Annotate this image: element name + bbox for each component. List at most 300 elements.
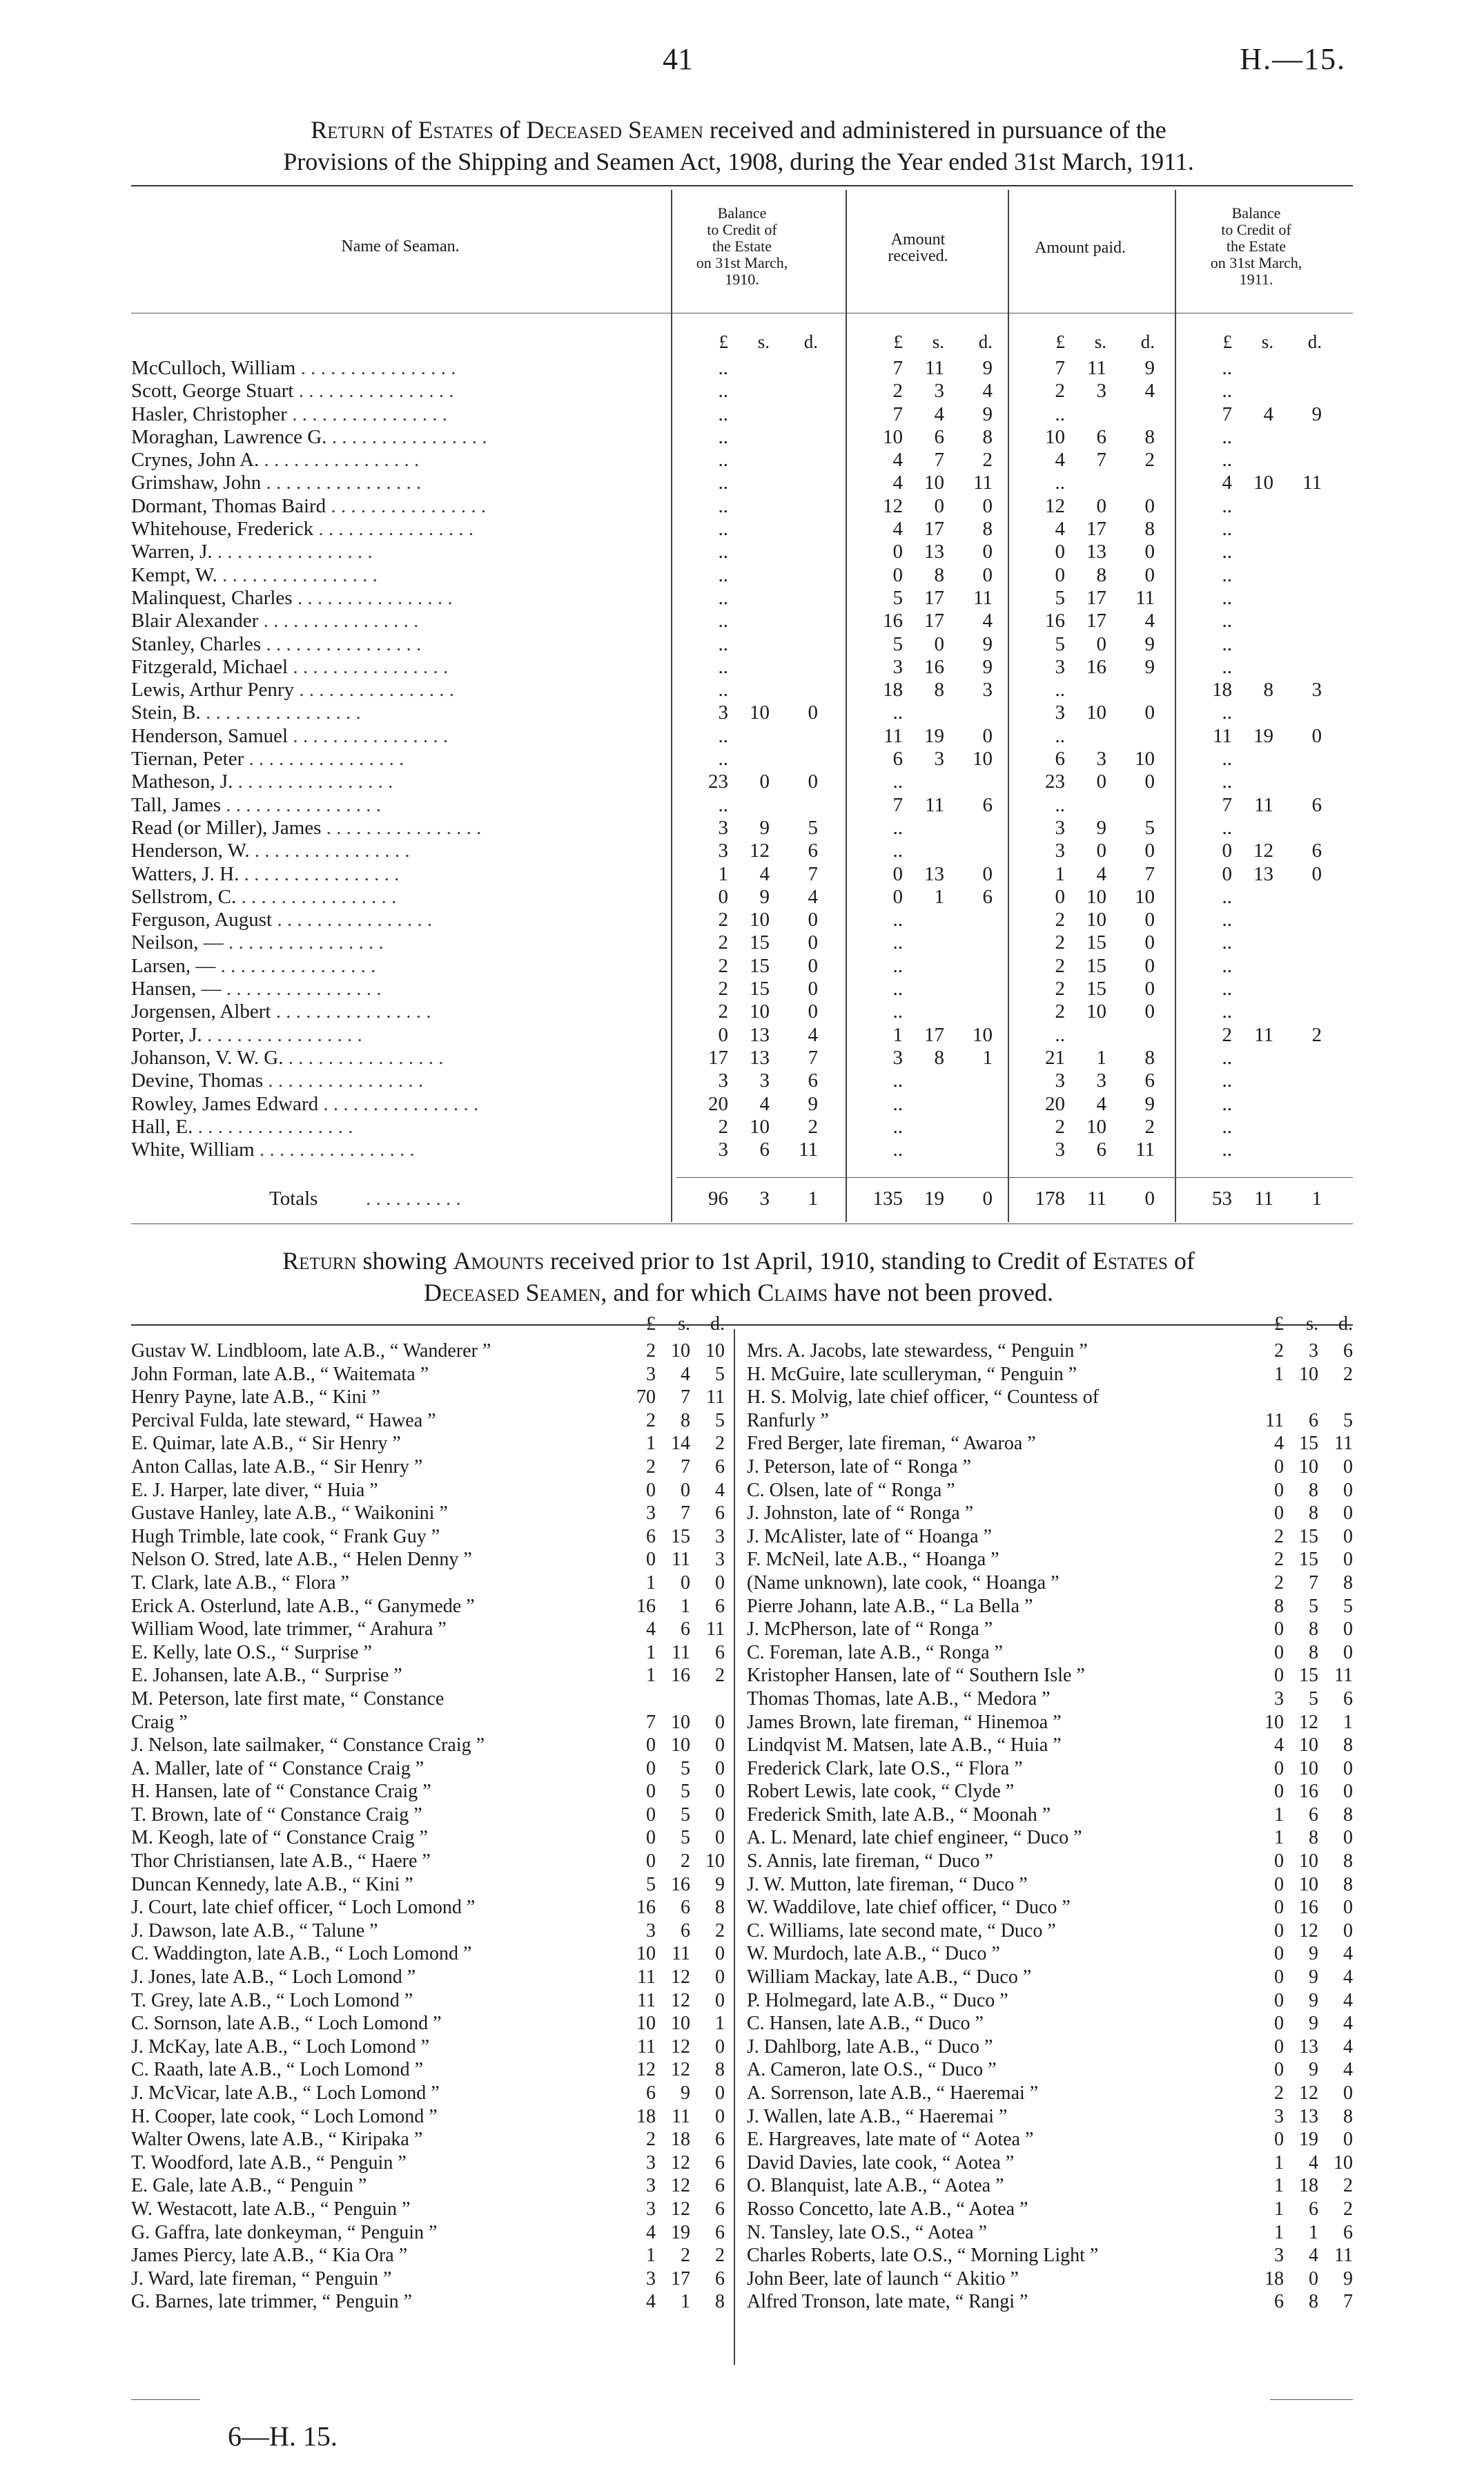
claim-amount-part: 11 xyxy=(637,1966,656,1988)
amount-paid-part: 17 xyxy=(1086,610,1106,632)
claim-amount xyxy=(614,1826,725,1849)
claim-amount-part: 1 xyxy=(1309,2221,1318,2243)
amount-b1911-part: .. xyxy=(1222,701,1232,724)
amount-paid-part: 10 xyxy=(1135,885,1155,908)
claim-amount-part: 10 xyxy=(1299,1873,1318,1895)
amount-paid-part: 23 xyxy=(1045,771,1065,793)
title2-word-deceased: Deceased Seamen xyxy=(423,1279,601,1306)
amount-b1911-part xyxy=(1273,771,1322,793)
amount-rec-part xyxy=(944,840,993,862)
amount-b1910 xyxy=(680,1139,818,1161)
title1-line2: Provisions of the Shipping and Seamen Act, 1908, during the Year ended 31st March, 1911. xyxy=(283,148,1194,175)
amount-b1910-part xyxy=(770,610,818,632)
leader-dots: . . . . . . . . . . . . . . . . xyxy=(244,748,404,771)
leader-dots: . . . . . . . . . . . . . . . . xyxy=(258,610,419,632)
amount-b1910-part: 11 xyxy=(799,1139,818,1161)
claim-amount-part: 3 xyxy=(646,1502,656,1525)
seaman-name xyxy=(131,449,656,472)
header-b1910-line: the Estate xyxy=(712,238,772,255)
claim-amount xyxy=(1242,1873,1353,1896)
list-item xyxy=(131,1386,725,1409)
title2-line1-middle: received prior to 1st April, 1910, standing to Credit of xyxy=(550,1247,1086,1275)
amount-paid xyxy=(1017,357,1155,380)
amount-paid xyxy=(1017,610,1155,632)
amount-rec-part: 3 xyxy=(982,679,993,701)
claim-amount-part: 10 xyxy=(671,1734,690,1757)
table-row xyxy=(131,1070,1353,1092)
leader-dots: . . . . . . . . . . . . . . . . xyxy=(313,518,474,541)
amount-rec xyxy=(855,748,993,771)
claimant-name: J. Peterson, late of “ Ronga ” xyxy=(747,1455,972,1478)
amount-paid-part xyxy=(1106,679,1155,701)
list-item xyxy=(747,1363,1353,1386)
amount-rec-part: 3 xyxy=(892,655,903,678)
amount-b1911-part xyxy=(1273,955,1322,978)
amount-paid xyxy=(1017,633,1155,656)
list-item xyxy=(747,1618,1353,1641)
claim-amount-part: 9 xyxy=(1309,1989,1318,2011)
amount-b1911-part xyxy=(1232,633,1273,656)
list-item xyxy=(131,2174,725,2198)
seaman-name xyxy=(131,1070,656,1092)
claimant-name: (Name unknown), late cook, “ Hoanga ” xyxy=(747,1571,1060,1594)
claim-amount xyxy=(1242,1757,1353,1780)
claim-amount xyxy=(614,2221,725,2244)
amount-b1911 xyxy=(1184,794,1322,817)
claim-amount-part: 6 xyxy=(1309,1803,1318,1826)
claim-amount-part: 0 xyxy=(1343,1455,1353,1478)
amount-rec-part: 4 xyxy=(892,518,903,541)
claim-amount xyxy=(614,1595,725,1618)
claim-amount xyxy=(1242,1409,1353,1432)
amount-b1911-part xyxy=(1232,1047,1273,1070)
amount-b1910-part xyxy=(770,679,818,701)
list-item xyxy=(747,1687,1353,1711)
claim-amount-part: 0 xyxy=(646,1803,656,1826)
claim-amount-part: 5 xyxy=(1343,1409,1353,1431)
amount-rec-part: 3 xyxy=(934,380,944,403)
claim-amount-part: 1 xyxy=(715,2013,725,2035)
amount-b1910 xyxy=(680,1024,818,1047)
claimant-name: W. Westacott, late A.B., “ Penguin ” xyxy=(131,2198,411,2220)
claim-amount xyxy=(1242,2174,1353,2197)
claim-amount-part: 6 xyxy=(646,2082,656,2104)
amount-rec-part: .. xyxy=(892,1115,903,1138)
currency-units-header-part: £ xyxy=(1055,331,1065,352)
claimant-name: William Mackay, late A.B., “ Duco ” xyxy=(747,1966,1032,1988)
amount-b1910-part: 0 xyxy=(808,701,818,724)
claim-amount-part: 0 xyxy=(715,2105,725,2127)
amount-b1910 xyxy=(680,701,818,724)
claim-amount-part: 4 xyxy=(646,2221,656,2243)
amount-b1911 xyxy=(1184,541,1322,563)
claim-amount-part: 0 xyxy=(1343,1479,1353,1501)
list-item xyxy=(747,2105,1353,2129)
seaman-name xyxy=(131,357,656,380)
claim-amount-part: 12 xyxy=(671,2035,690,2058)
claim-amount-part: 3 xyxy=(646,1363,656,1385)
amount-paid-part xyxy=(1065,472,1106,494)
amount-rec-part: 11 xyxy=(973,472,993,494)
table-row xyxy=(131,1000,1353,1023)
amount-b1911-part: 9 xyxy=(1311,403,1322,425)
currency-units-header-part: d. xyxy=(803,331,818,352)
claim-amount-part: 8 xyxy=(1309,1479,1318,1501)
amount-paid-part: 3 xyxy=(1096,380,1106,403)
currency-units-header xyxy=(1184,331,1322,353)
seaman-name xyxy=(131,1047,656,1070)
table-row xyxy=(131,748,1353,771)
amount-b1911-part xyxy=(1232,495,1273,518)
amount-rec-part: 6 xyxy=(982,885,993,908)
claim-amount-part: 9 xyxy=(1343,2267,1353,2290)
amount-b1911 xyxy=(1184,564,1322,587)
claim-amount-part: 2 xyxy=(1343,2198,1353,2220)
amount-paid-part: 10 xyxy=(1086,1000,1106,1023)
claim-amount-part: 12 xyxy=(1299,1919,1318,1942)
amount-b1910 xyxy=(680,518,818,541)
amount-rec-part: 0 xyxy=(982,541,993,563)
amount-b1910-part xyxy=(728,794,770,817)
seaman-name xyxy=(131,978,656,1000)
seaman-name-text: Read (or Miller), James xyxy=(131,816,322,839)
claim-amount-part: 8 xyxy=(1343,2105,1353,2127)
claimant-name: J. Court, late chief officer, “ Loch Lomond ” xyxy=(131,1897,476,1919)
claimant-name: W. Murdoch, late A.B., “ Duco ” xyxy=(747,1943,1000,1965)
totals-label: Totals xyxy=(269,1188,318,1210)
claimant-name: C. Foreman, late A.B., “ Ronga ” xyxy=(747,1641,1003,1663)
claim-amount-part: 2 xyxy=(1343,2175,1353,2197)
claim-amount xyxy=(614,2058,725,2081)
amount-paid xyxy=(1017,931,1155,954)
claim-amount-part: 16 xyxy=(636,1897,656,1919)
amount-paid-part: 9 xyxy=(1096,816,1106,839)
seaman-name-text: Rowley, James Edward xyxy=(131,1092,319,1115)
amount-rec-part: 6 xyxy=(934,425,944,448)
seaman-name xyxy=(131,426,656,449)
claim-amount-part: 5 xyxy=(1309,1595,1318,1617)
amount-b1910-part: 3 xyxy=(718,1139,728,1161)
claim-amount-part: 2 xyxy=(646,2129,656,2151)
claim-amount-part: 12 xyxy=(671,2151,690,2174)
amount-rec-part: 16 xyxy=(924,655,944,678)
amount-rec-part: 3 xyxy=(892,1046,903,1069)
table-row xyxy=(131,587,1353,610)
amount-paid-part: 2 xyxy=(1055,931,1065,954)
amount-paid xyxy=(1017,587,1155,610)
currency-units-header xyxy=(855,331,993,353)
claim-amount-part: 5 xyxy=(715,1409,725,1431)
amount-b1910-part: 10 xyxy=(750,1115,770,1138)
claimant-name: T. Woodford, late A.B., “ Penguin ” xyxy=(131,2151,407,2174)
claim-amount-part: 6 xyxy=(646,1525,656,1547)
claim-amount xyxy=(1242,1479,1353,1502)
amount-b1910-part xyxy=(770,403,818,426)
claim-amount-part: 11 xyxy=(1334,1665,1353,1687)
amount-b1911-part: 11 xyxy=(1213,724,1232,747)
claim-amount-part: 0 xyxy=(1274,1989,1284,2011)
claim-amount-part: 0 xyxy=(1274,1665,1284,1687)
amount-b1910-part: 10 xyxy=(750,1000,770,1023)
amount-b1910-part: 6 xyxy=(808,1070,818,1092)
claim-amount xyxy=(614,2198,725,2220)
amount-b1911 xyxy=(1184,771,1322,793)
claimant-name: E. Hargreaves, late mate of “ Aotea ” xyxy=(747,2129,1034,2151)
seaman-name xyxy=(131,495,656,518)
claim-amount xyxy=(1242,2244,1353,2267)
amount-paid-part: 0 xyxy=(1096,840,1106,862)
claim-amount-part: 11 xyxy=(672,2105,690,2127)
title2-word-showing: showing xyxy=(362,1247,447,1275)
amount-b1910-part xyxy=(770,357,818,380)
seaman-name xyxy=(131,403,656,426)
amount-b1910-part: 2 xyxy=(718,1115,728,1138)
claim-amount-part: 0 xyxy=(646,1734,656,1757)
claim-amount xyxy=(1242,1780,1353,1803)
currency-units-header-part: £ xyxy=(719,331,728,352)
amount-paid-part: 0 xyxy=(1144,909,1155,931)
claim-amount-part: 1 xyxy=(1274,2221,1284,2243)
claim-amount-part: 0 xyxy=(715,1781,725,1803)
amount-rec-part: 6 xyxy=(892,748,903,771)
list-item xyxy=(747,1595,1353,1618)
claim-amount xyxy=(614,1989,725,2012)
claimant-name: M. Peterson, late first mate, “ Constance xyxy=(131,1687,445,1710)
seaman-name-text: Whitehouse, Frederick xyxy=(131,518,314,541)
amount-rec xyxy=(855,955,993,978)
amount-paid-part xyxy=(1106,403,1155,426)
amount-paid xyxy=(1017,886,1155,909)
amount-rec-part: 7 xyxy=(934,449,944,472)
amount-rec xyxy=(855,449,993,472)
claimant-name: James Brown, late fireman, “ Hinemoa ” xyxy=(747,1711,1062,1733)
seaman-name-text: Sellstrom, C. xyxy=(131,885,237,908)
amount-paid-part xyxy=(1065,1024,1106,1047)
leader-dots: . . . . . . . . . . . . . . . . xyxy=(215,954,376,977)
amount-b1910 xyxy=(680,840,818,862)
amount-b1911-part: .. xyxy=(1222,909,1232,931)
claim-amount-part: 11 xyxy=(672,1549,690,1571)
claim-amount-part: 10 xyxy=(636,2013,656,2035)
amount-paid-part: 15 xyxy=(1086,954,1106,977)
amount-rec xyxy=(855,931,993,954)
list-item xyxy=(747,1780,1353,1803)
amount-b1910 xyxy=(680,472,818,494)
amount-b1910-part: 17 xyxy=(708,1046,728,1069)
amount-b1910-part: 3 xyxy=(718,816,728,839)
seaman-name-text: Hall, E. xyxy=(131,1115,193,1138)
amount-b1911-part xyxy=(1232,1070,1273,1092)
claim-amount-part: 0 xyxy=(715,1711,725,1733)
amount-rec-part: 16 xyxy=(883,610,903,632)
amount-paid-part: 0 xyxy=(1055,885,1065,908)
amount-paid xyxy=(1017,1116,1155,1139)
claim-amount-part: 2 xyxy=(646,1409,656,1431)
header-b1910-line: to Credit of xyxy=(707,221,777,238)
claim-amount-part: 4 xyxy=(1309,2151,1318,2174)
amount-rec-part: .. xyxy=(892,931,903,954)
amount-b1911-part xyxy=(1232,748,1273,771)
claim-amount-part: 6 xyxy=(1309,1409,1318,1431)
amount-b1911-part: 3 xyxy=(1311,679,1322,701)
claim-amount-part: 16 xyxy=(671,1665,690,1687)
amount-rec-part: 9 xyxy=(982,655,993,678)
amount-b1911-part xyxy=(1273,1070,1322,1092)
claim-amount xyxy=(614,2244,725,2267)
claim-amount-part: 16 xyxy=(1299,1897,1318,1919)
amount-rec xyxy=(855,1000,993,1023)
amount-paid xyxy=(1017,771,1155,793)
claim-amount-part: 10 xyxy=(1299,1363,1318,1385)
amount-paid-part: .. xyxy=(1055,793,1065,816)
claimant-name: J. McAlister, late of “ Hoanga ” xyxy=(747,1525,992,1547)
claim-amount-part: 15 xyxy=(1299,1665,1318,1687)
header-b1910-line: 1910. xyxy=(725,271,759,288)
seaman-name xyxy=(131,909,656,931)
amount-b1911-part: 12 xyxy=(1253,840,1273,862)
list-item xyxy=(131,1734,725,1757)
claimant-name: Thor Christiansen, late A.B., “ Haere ” xyxy=(131,1850,431,1872)
amount-b1911-part: 6 xyxy=(1311,793,1322,816)
claim-amount-part: 0 xyxy=(1343,1549,1353,1571)
claim-amount-part: 3 xyxy=(646,2151,656,2174)
amount-b1911-part: 4 xyxy=(1222,472,1232,494)
claim-amount-part: 0 xyxy=(1274,1455,1284,1478)
amount-rec-part: 8 xyxy=(982,425,993,448)
amount-paid-part: 10 xyxy=(1086,1115,1106,1138)
amount-b1910-part: 3 xyxy=(718,1070,728,1092)
amount-b1911-part xyxy=(1273,1047,1322,1070)
list-item xyxy=(131,1757,725,1781)
claimant-name: J. Ward, late fireman, “ Penguin ” xyxy=(131,2267,392,2290)
amount-b1911-part xyxy=(1273,587,1322,610)
claimant-name: Alfred Tronson, late mate, “ Rangi ” xyxy=(747,2291,1028,2313)
claimant-name: A. Maller, late of “ Constance Craig ” xyxy=(131,1757,424,1779)
seaman-name-text: Larsen, — xyxy=(131,954,216,977)
seaman-name-text: Warren, J. xyxy=(131,541,213,563)
seaman-name xyxy=(131,564,656,587)
claim-amount-part: 4 xyxy=(1343,2035,1353,2058)
amount-rec-part: 3 xyxy=(934,748,944,771)
claim-amount-part: 12 xyxy=(1299,2082,1318,2104)
claim-amount-part: 0 xyxy=(1343,1641,1353,1663)
claimant-name: F. McNeil, late A.B., “ Hoanga ” xyxy=(747,1549,999,1571)
seaman-name xyxy=(131,840,656,862)
amount-paid-part: 8 xyxy=(1144,1046,1155,1069)
amount-rec xyxy=(855,1139,993,1161)
claim-amount-part: 6 xyxy=(715,2175,725,2197)
amount-rec-part: .. xyxy=(892,978,903,1000)
amount-rec-part: 0 xyxy=(892,541,903,563)
claim-amount-part: 0 xyxy=(1274,1757,1284,1779)
amount-rec-part: 8 xyxy=(982,518,993,541)
amount-rec-part xyxy=(944,1093,993,1116)
amount-rec-part: 11 xyxy=(973,586,993,609)
currency-units-header-part: s. xyxy=(1261,331,1273,352)
amount-paid-part: 2 xyxy=(1055,380,1065,403)
amount-paid xyxy=(1017,656,1155,679)
claim-amount-part: 17 xyxy=(671,2267,690,2290)
amount-b1911 xyxy=(1184,633,1322,656)
amount-b1910-part: 0 xyxy=(718,885,728,908)
leader-dots: . . . . . . . . . . . . . . . . xyxy=(326,425,487,448)
amount-b1911-part: .. xyxy=(1222,425,1232,448)
amount-b1910-part: 12 xyxy=(750,840,770,862)
claim-amount xyxy=(1242,2151,1353,2174)
claim-amount-part: 2 xyxy=(1274,1549,1284,1571)
amount-paid xyxy=(1017,955,1155,978)
claim-amount-part: 10 xyxy=(1299,1455,1318,1478)
amount-b1910-part: .. xyxy=(718,793,728,816)
amount-rec xyxy=(855,564,993,587)
seaman-name xyxy=(131,771,656,793)
amount-rec-part: 4 xyxy=(892,472,903,494)
amount-paid-part xyxy=(1065,794,1106,817)
amount-b1910-part: 2 xyxy=(718,978,728,1000)
list-item xyxy=(747,1966,1353,1989)
claim-amount xyxy=(1242,1571,1353,1594)
amount-b1911-part: .. xyxy=(1222,380,1232,403)
amount-rec-part xyxy=(944,909,993,931)
header-b1910-line: Balance xyxy=(717,204,767,222)
header-received-line: Amount xyxy=(890,231,946,249)
amount-rec-part xyxy=(903,931,944,954)
amount-paid-part: 0 xyxy=(1144,1000,1155,1023)
list-item xyxy=(747,1896,1353,1919)
amount-b1910 xyxy=(680,725,818,748)
amount-paid-part: 8 xyxy=(1144,425,1155,448)
claim-amount-part: 0 xyxy=(1274,2035,1284,2058)
amount-paid xyxy=(1017,840,1155,862)
claim-amount-part: 10 xyxy=(671,2013,690,2035)
claim-amount-part: 2 xyxy=(1274,2082,1284,2104)
total-rec xyxy=(855,1188,993,1210)
leader-dots: . . . . . . . . . . . . . . . . xyxy=(217,563,378,586)
table-row xyxy=(131,931,1353,954)
claim-amount-part: 0 xyxy=(646,1549,656,1571)
amount-b1911-part xyxy=(1273,656,1322,679)
amount-rec xyxy=(855,794,993,817)
amount-rec-part: 0 xyxy=(892,563,903,586)
list-item xyxy=(131,1548,725,1571)
amount-b1911 xyxy=(1184,426,1322,449)
amount-b1910-part: .. xyxy=(718,610,728,632)
claim-amount-part: 70 xyxy=(636,1386,656,1409)
claimant-name: G. Barnes, late trimmer, “ Penguin ” xyxy=(131,2291,413,2313)
total-b1911-part: 11 xyxy=(1254,1188,1273,1210)
amount-b1911-part: 18 xyxy=(1212,679,1232,701)
list-item xyxy=(747,2267,1353,2291)
claim-amount-part: 2 xyxy=(681,2245,690,2267)
claimant-name: Charles Roberts, late O.S., “ Morning Light ” xyxy=(747,2245,1099,2267)
amount-paid-part: 6 xyxy=(1096,1139,1106,1161)
claimant-name: J. Nelson, late sailmaker, “ Constance Craig ” xyxy=(131,1734,485,1757)
amount-paid-part: 0 xyxy=(1144,701,1155,724)
list-item xyxy=(747,1942,1353,1966)
amount-rec xyxy=(855,587,993,610)
claim-amount-part: 3 xyxy=(646,2175,656,2197)
amount-b1910 xyxy=(680,541,818,563)
claim-amount-part: 7 xyxy=(1343,2291,1353,2313)
claimant-name: T. Clark, late A.B., “ Flora ” xyxy=(131,1571,349,1594)
amount-b1911-part xyxy=(1273,701,1322,724)
table1-title xyxy=(131,114,1346,177)
title2-word-return: Return xyxy=(282,1247,357,1275)
amount-b1910 xyxy=(680,817,818,840)
claim-amount-part: 0 xyxy=(715,1734,725,1757)
claimant-name: J. W. Mutton, late fireman, “ Duco ” xyxy=(747,1873,1028,1895)
claimant-name: John Beer, late of launch “ Akitio ” xyxy=(747,2267,1019,2290)
